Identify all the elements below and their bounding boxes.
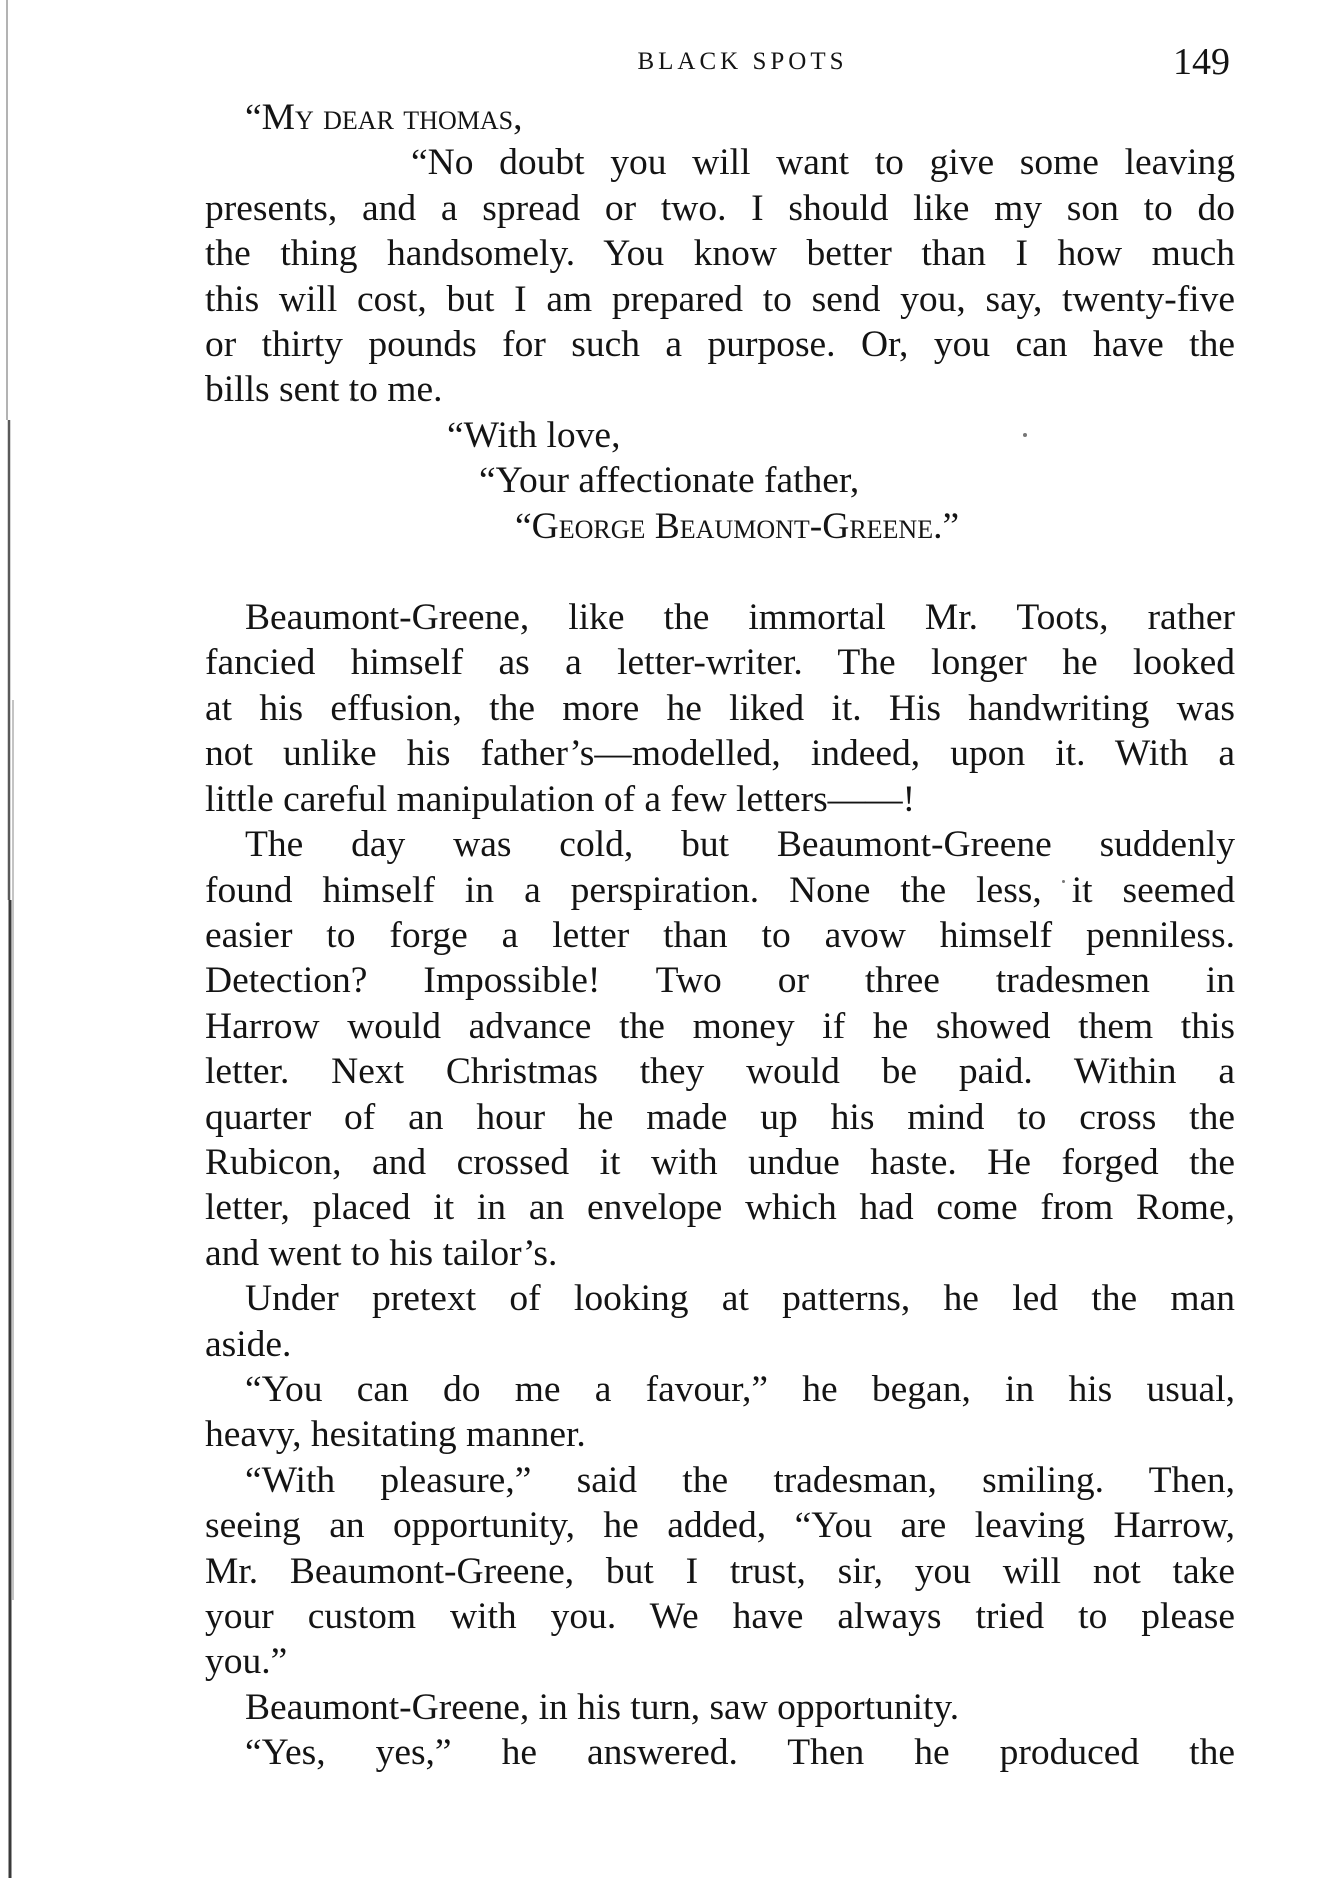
- text-line: Beaumont-Greene, like the immortal Mr. Toots, rather: [245, 597, 1235, 639]
- text-line: aside.: [205, 1323, 292, 1365]
- page-text: [205, 95, 1235, 1776]
- text-line: found himself in a perspiration. None the less, it seemed: [205, 869, 1235, 911]
- text-line: Rubicon, and crossed it with undue haste. He forged the: [205, 1141, 1235, 1183]
- text-line: easier to forge a letter than to avow himself penniless.: [205, 914, 1235, 956]
- text-line: Mr. Beaumont-Greene, but I trust, sir, you will not take: [205, 1550, 1235, 1592]
- text-line: heavy, hesitating manner.: [205, 1414, 586, 1456]
- text-line: fancied himself as a letter-writer. The longer he looked: [205, 642, 1235, 684]
- text-line: at his effusion, the more he liked it. His handwriting was: [205, 687, 1235, 729]
- text-line: letter, placed it in an envelope which had come from Rome,: [205, 1187, 1235, 1229]
- letter-line: the thing handsomely. You know better than I how much: [205, 233, 1235, 275]
- text-line: The day was cold, but Beaumont-Greene suddenly: [245, 824, 1235, 866]
- letter-closing-2: “Your affectionate father,: [479, 460, 860, 502]
- text-line: “Yes, yes,” he answered. Then he produced the: [245, 1732, 1235, 1774]
- text-line: not unlike his father’s—modelled, indeed, upon it. With a: [205, 733, 1235, 775]
- text-line: “You can do me a favour,” he began, in his usual,: [245, 1368, 1235, 1410]
- text-line: and went to his tailor’s.: [205, 1232, 558, 1274]
- text-line: little careful manipulation of a few letters——!: [205, 778, 916, 820]
- text-line: letter. Next Christmas they would be paid. Within a: [205, 1051, 1235, 1093]
- text-line: Detection? Impossible! Two or three tradesmen in: [205, 960, 1235, 1002]
- letter-closing: “With love,: [447, 414, 621, 456]
- letter-signature: “George Beaumont-Greene.”: [515, 505, 960, 547]
- letter-salutation: “My dear thomas,: [245, 97, 523, 138]
- running-title: BLACK SPOTS: [637, 48, 848, 75]
- letter-line: presents, and a spread or two. I should like my son to do: [205, 187, 1235, 229]
- text-line: you.”: [205, 1641, 288, 1683]
- text-line: your custom with you. We have always tried to please: [205, 1596, 1235, 1637]
- page-header: [205, 42, 1240, 92]
- letter-line: bills sent to me.: [205, 369, 443, 411]
- paragraph-gap: [205, 549, 1235, 595]
- page-number: 149: [1173, 41, 1230, 83]
- text-line: seeing an opportunity, he added, “You are leaving Harrow,: [205, 1505, 1235, 1547]
- text-line: quarter of an hour he made up his mind to cross the: [205, 1096, 1235, 1138]
- text-line: Harrow would advance the money if he showed them this: [205, 1005, 1235, 1047]
- letter-line: “No doubt you will want to give some leaving: [411, 142, 1235, 184]
- letter-line: this will cost, but I am prepared to send you, say, twenty-five: [205, 278, 1235, 320]
- text-line: Under pretext of looking at patterns, he led the man: [245, 1278, 1235, 1320]
- text-line: “With pleasure,” said the tradesman, smiling. Then,: [245, 1459, 1235, 1501]
- letter-line: or thirty pounds for such a purpose. Or, you can have the: [205, 324, 1235, 366]
- text-line: Beaumont-Greene, in his turn, saw opportunity.: [245, 1686, 960, 1728]
- page-binding-edge: [0, 0, 18, 1878]
